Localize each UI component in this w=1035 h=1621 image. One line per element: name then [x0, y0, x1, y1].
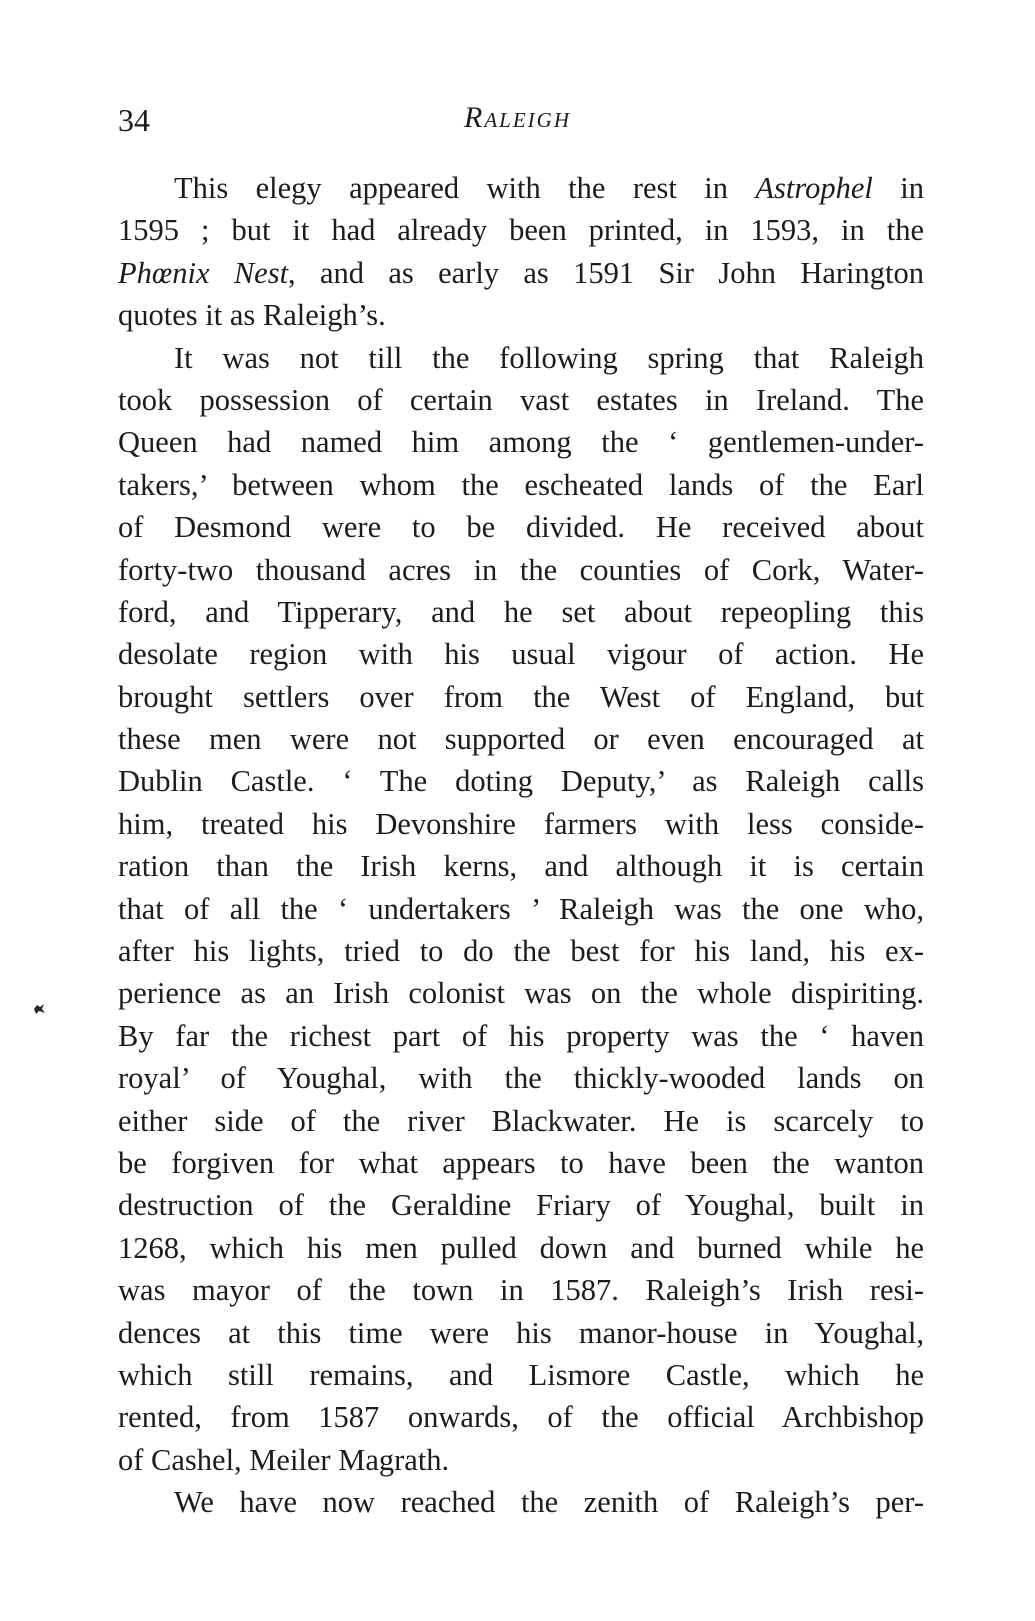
text-line: [118, 1015, 924, 1057]
text-run: 1268, which his men pulled down and burned while he: [118, 1230, 924, 1265]
text-line: [118, 718, 924, 760]
text-line: [118, 549, 924, 591]
text-line: [118, 1354, 924, 1396]
text-line: [118, 1100, 924, 1142]
text-line: [118, 252, 924, 294]
text-run: Dublin Castle. ‘ The doting Deputy,’ as Raleigh calls: [118, 764, 924, 799]
body-text: [118, 167, 924, 1524]
text-run: destruction of the Geraldine Friary of Youghal, built in: [118, 1188, 924, 1223]
italic-text: Phœnix Nest: [118, 255, 289, 290]
text-run: either side of the river Blackwater. He is scarcely to: [118, 1103, 924, 1138]
page-number: 34: [118, 102, 150, 138]
text-run: ration than the Irish kerns, and although it is certain: [118, 849, 924, 884]
text-line: [118, 803, 924, 845]
text-run: royal’ of Youghal, with the thickly-wooded lands on: [118, 1061, 924, 1096]
text-line: [118, 1269, 924, 1311]
text-run: ford, and Tipperary, and he set about repeopling this: [118, 594, 924, 629]
text-run: , and as early as 1591 Sir John Harington: [288, 255, 924, 290]
italic-text: Astrophel: [755, 171, 873, 205]
text-run: was mayor of the town in 1587. Raleigh’s Irish resi-: [118, 1273, 924, 1308]
text-line: [118, 888, 924, 930]
text-line: [118, 464, 924, 506]
text-line: [118, 506, 924, 548]
text-run: dences at this time were his manor-house in Youghal,: [118, 1315, 924, 1350]
text-line: [118, 1439, 924, 1481]
text-run: desolate region with his usual vigour of action. He: [118, 637, 924, 672]
text-line: [118, 167, 924, 209]
text-line: [118, 845, 924, 887]
text-line: [118, 379, 924, 421]
text-run: him, treated his Devonshire farmers with less conside-: [118, 806, 924, 841]
text-run: We have now reached the zenith of Raleigh’s per-: [174, 1485, 924, 1520]
text-run: after his lights, tried to do the best for his land, his ex-: [118, 934, 924, 969]
text-line: [118, 1481, 924, 1523]
text-run: took possession of certain vast estates in Ireland. The: [118, 382, 924, 417]
text-run: of Cashel, Meiler Magrath.: [118, 1442, 450, 1477]
text-line: [118, 930, 924, 972]
text-line: [118, 676, 924, 718]
text-line: [118, 1312, 924, 1354]
text-run: It was not till the following spring that Raleigh: [174, 340, 924, 375]
ink-speck: [32, 1003, 46, 1015]
text-run: be forgiven for what appears to have been the wanton: [118, 1145, 924, 1180]
text-run: which still remains, and Lismore Castle, which he: [118, 1357, 924, 1392]
text-line: [118, 591, 924, 633]
text-run: 1595 ; but it had already been printed, in 1593, in the: [118, 213, 924, 248]
text-run: forty-two thousand acres in the counties of Cork, Water-: [118, 552, 924, 587]
text-run: takers,’ between whom the escheated lands of the Earl: [118, 467, 924, 502]
text-line: [118, 1057, 924, 1099]
text-run: Queen had named him among the ‘ gentlemen-under-: [118, 425, 924, 460]
text-line: [118, 633, 924, 675]
text-line: [118, 1142, 924, 1184]
text-line: [118, 760, 924, 802]
text-run: perience as an Irish colonist was on the whole dispiriting.: [118, 976, 924, 1011]
text-run: rented, from 1587 onwards, of the official Archbishop: [118, 1400, 924, 1435]
text-run: these men were not supported or even encouraged at: [118, 722, 924, 757]
text-line: [118, 1227, 924, 1269]
text-line: [118, 1396, 924, 1438]
text-run: of Desmond were to be divided. He received about: [118, 510, 924, 545]
running-title: Raleigh: [464, 101, 571, 134]
text-line: [118, 209, 924, 251]
text-run: quotes it as Raleigh’s.: [118, 298, 386, 333]
text-run: By far the richest part of his property was the ‘ haven: [118, 1018, 924, 1053]
text-run: that of all the ‘ undertakers ’ Raleigh was the one who,: [118, 891, 924, 926]
text-line: [118, 972, 924, 1014]
text-line: [118, 294, 924, 336]
text-line: [118, 1184, 924, 1226]
text-run: in: [872, 171, 924, 205]
text-run: brought settlers over from the West of England, but: [118, 679, 924, 714]
text-line: [118, 421, 924, 463]
text-run: This elegy appeared with the rest in: [174, 171, 756, 205]
text-line: [118, 337, 924, 379]
